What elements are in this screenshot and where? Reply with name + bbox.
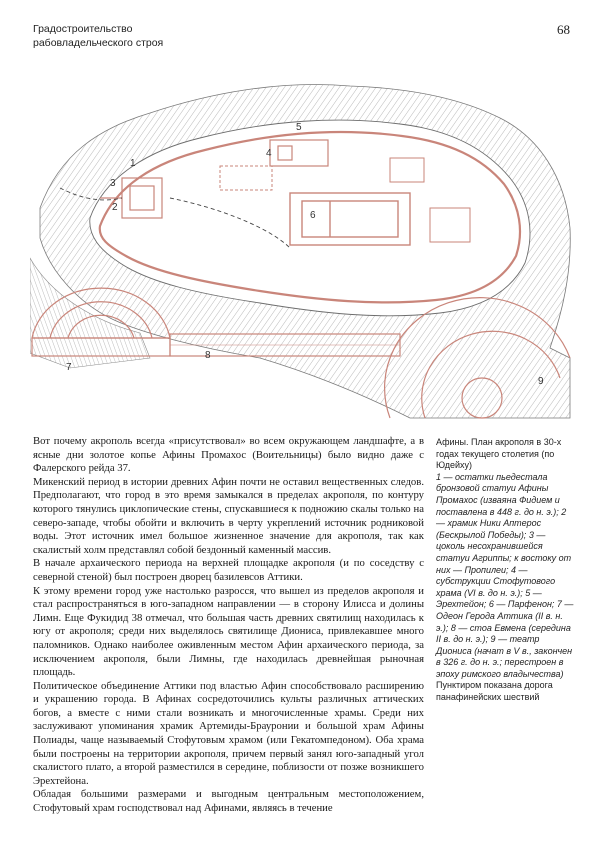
running-title-line2: рабовладельческого строя <box>33 37 164 49</box>
plan-label-7: 7 <box>66 362 72 373</box>
plan-label-9: 9 <box>538 376 544 387</box>
page-number: 68 <box>557 22 570 37</box>
paragraph: В начале архаического периода на верхней площадке акрополя (и по соседству с северной стеной) был построен дворец базилевсов Аттики. <box>33 557 424 583</box>
paragraph: Политическое объединение Аттики под властью Афин способствовало расширению и украшению города. В Афинах сосредоточились культы различных аттических богов, а вместе с ними стали возникать и многочисленные храмы. Среди них заслуживают упоминания храмик Артемиды-Брауронии и большой храм Афины Полиады, чаще называемый Стофутовым храмом (или Гекатомпедоном). Оба храма были построены на территории акрополя, причем первый занял юго-западный угол скалистого плато, а второй разместился в середине, поблизости от позже возникшего Эрехтейона. <box>33 679 424 787</box>
plan-label-1: 1 <box>130 158 136 169</box>
plan-label-6: 6 <box>310 210 316 221</box>
plan-label-5: 5 <box>296 122 302 133</box>
running-title-line1: Градостроительство <box>33 23 133 35</box>
paragraph: Микенский период в истории древних Афин почти не оставил вещественных следов. Предполагают, что город в это время замыкался в пределах акрополя, по контуру которого тянулись циклопические стены, спускавшиеся к подножию скалы только на северо-западе, чтобы обойти и включить в черту укреплений источник родниковой воды. Этот источник имел большое жизненное значение для акрополя, так как скалистый холм представлял собой бездонный каменный массив. <box>33 475 424 556</box>
plan-label-4: 4 <box>266 148 272 159</box>
paragraph: К этому времени город уже настолько разросся, что вышел из пределов акрополя и стал распространяться в юго-западном направлении — в сторону Илисса и долины Лимн. Еще Фукидид 38 отмечал, что большая часть древних святилищ находилась к югу от акрополя; среди них выделялось святилище Диониса, привлекавшее много паломников. Однако наиболее оживленным местом Афин архаического периода, за исключением акрополя, были Лимны, где находилась древнейшая рыночная площадь. <box>33 584 424 679</box>
running-head <box>33 22 163 50</box>
acropolis-plan-figure <box>30 58 572 420</box>
plan-label-8: 8 <box>205 350 211 361</box>
plan-label-2: 2 <box>112 202 118 213</box>
caption-title: Афины. План акрополя в 30-х годах текущего столетия (по Юдейху) <box>436 437 562 471</box>
body-text <box>33 435 424 816</box>
caption-note: Пунктиром показана дорога панафинейских шествий <box>436 680 553 703</box>
plan-label-3: 3 <box>110 178 116 189</box>
paragraph: Обладая большими размерами и выгодным центральным местоположением, Стофутовый храм господствовал над Афинами, являясь в течение <box>33 788 424 815</box>
paragraph: Вот почему акрополь всегда «присутствовал» во всем окружающем ландшафте, а в ясные дни золотое копье Афины Промахос (Воительницы) было видно даже с Фалерского рейда 37. <box>33 435 424 475</box>
caption-legend: 1 — остатки пьедестала бронзовой статуи Афины Промахос (изваяна Фидием и поставлена в 448 г. до н. э.); 2 — храмик Ники Аптерос (Бескрылой Победы); 3 — цоколь несохранившейся статуи Агриппы; к востоку от них — Пропилеи; 4 — субструкции Стофутового храма (VI в. до н. э.); 5 — Эрехтейон; 6 — Парфенон; 7 — Одеон Герода Аттика (II в. н. э.); 8 — стоа Евмена (середина II в. до н. э.); 9 — театр Диониса (начат в V в., закончен в 326 г. до н. э.; перестроен в эпоху римского владычества) <box>436 471 574 679</box>
figure-caption <box>436 437 576 704</box>
